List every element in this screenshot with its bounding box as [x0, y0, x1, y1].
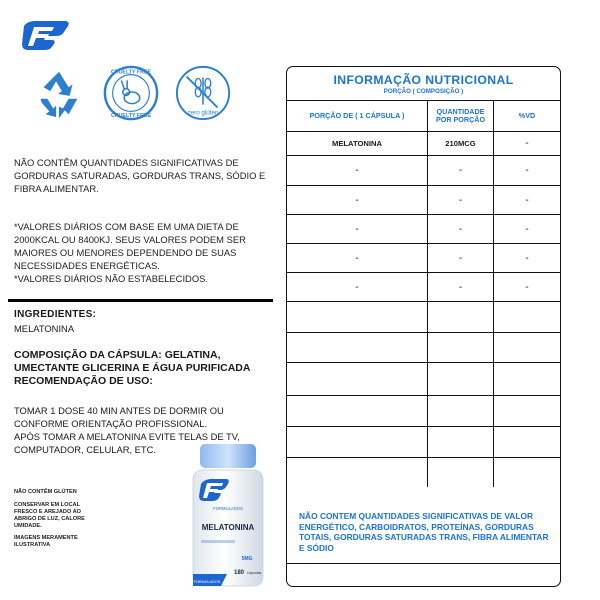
recycle-icon: [30, 64, 88, 122]
table-cell: [494, 396, 560, 426]
table-footer-text: NÃO CONTEM QUANTIDADES SIGNIFICATIVAS DE VALOR ENERGÉTICO, CARBOIDRATOS, PROTEÍNAS, GORDURAS TOTAIS, GORDURAS SATURADAS TRANS, FIBRA ALIMENTAR E SÓDIO: [299, 511, 549, 553]
table-row: [287, 131, 560, 155]
badges-row: [30, 62, 232, 124]
section-divider: [8, 299, 273, 302]
table-row: [287, 185, 560, 214]
bottle-footer-text: FORMULADOS: [193, 580, 221, 584]
table-cell: [428, 458, 494, 487]
table-cell: [428, 363, 494, 395]
table-row: [287, 362, 560, 395]
table-row: [287, 395, 560, 426]
nutrition-table-subtitle: PORÇÃO ( COMPOSIÇÃO ): [383, 88, 464, 95]
table-row: [287, 214, 560, 243]
table-cell: [287, 363, 428, 395]
bottle-brand-text: FORMULADOS: [213, 506, 243, 511]
table-cell: [494, 458, 560, 487]
table-cell: -: [287, 244, 428, 272]
daily-values-note: [14, 220, 274, 285]
table-row: [287, 272, 560, 301]
cruelty-free-icon: [102, 64, 160, 122]
not-established-text: *VALORES DIÁRIOS NÃO ESTABELECIDOS.: [14, 273, 208, 284]
table-cell: -: [428, 156, 494, 185]
product-bottle-image: [187, 440, 269, 590]
table-row: [287, 426, 560, 457]
table-row: [287, 301, 560, 332]
table-cell: -: [287, 186, 428, 214]
cruelty-free-top-text: CRUELTY FREE: [110, 69, 152, 76]
table-cell: [428, 427, 494, 457]
table-cell: -: [287, 215, 428, 243]
gluten-note: NÃO CONTÊM GLÚTEN: [14, 489, 77, 495]
table-cell: [494, 363, 560, 395]
bottle-count-label: Cápsulas: [246, 571, 262, 575]
table-cell: 210MCG: [428, 132, 494, 155]
table-cell: -: [287, 156, 428, 185]
table-footer-box: [287, 563, 560, 587]
usage-line-2: APÓS TOMAR A MELATONINA EVITE TELAS DE TV, COMPUTADOR, CELULAR, ETC.: [14, 431, 240, 455]
table-cell: -: [428, 244, 494, 272]
table-cell: [287, 302, 428, 332]
table-cell: [428, 302, 494, 332]
nutrition-table-title: INFORMAÇÃO NUTRICIONAL: [333, 73, 514, 87]
header-quantity: QUANTIDADE POR PORÇÃO: [428, 101, 494, 131]
bottle-product-text: MELATONINA: [201, 523, 255, 532]
cruelty-free-bottom-text: CRUELTY FREE: [110, 113, 152, 120]
table-row: [287, 243, 560, 272]
table-cell: [287, 396, 428, 426]
table-row: [287, 332, 560, 362]
header-dv: %VD: [518, 111, 536, 120]
bottle-dose-text: 5MG: [241, 556, 253, 562]
table-row: [287, 155, 560, 185]
table-cell: -: [428, 215, 494, 243]
table-cell: [494, 302, 560, 332]
ingredients-title: INGREDIENTES:: [14, 309, 97, 320]
gluten-free-icon: [174, 64, 232, 122]
composition-text: COMPOSIÇÃO DA CÁPSULA: GELATINA, UMECTANTE GLICERINA E ÁGUA PURIFICADA RECOMENDAÇÃO DE USO:: [14, 349, 251, 387]
header-portion: PORÇÃO DE ( 1 CÁPSULA ): [287, 101, 428, 131]
table-cell: [287, 333, 428, 362]
bottle-count-text: 180: [233, 570, 245, 576]
table-cell: -: [428, 273, 494, 301]
table-cell: [494, 427, 560, 457]
table-cell: [287, 427, 428, 457]
table-cell: -: [525, 194, 529, 206]
column-headers: [287, 100, 560, 131]
storage-note: CONSERVAR EM LOCAL FRESCO E AREJADO AO ABRIGO DE LUZ, CALORE UMIDADE.: [14, 502, 85, 529]
nutrition-table: [286, 66, 561, 587]
table-cell: -: [525, 223, 529, 235]
table-cell: [494, 333, 560, 362]
table-cell: [428, 396, 494, 426]
ingredients-value: MELATONINA: [14, 323, 75, 334]
table-cell: -: [287, 273, 428, 301]
nutrition-table-header: [287, 67, 560, 100]
table-cell: -: [428, 186, 494, 214]
table-cell: -: [525, 252, 529, 264]
gluten-free-text: zero glúten: [187, 109, 219, 117]
usage-line-1: TOMAR 1 DOSE 40 MIN ANTES DE DORMIR OU CONFORME ORIENTAÇÃO PROFISSIONAL.: [14, 405, 224, 429]
table-cell: [428, 333, 494, 362]
daily-values-text: *VALORES DIÁRIOS COM BASE EM UMA DIETA DE 2000KCAL OU 8400KJ. SEUS VALORES PODEM SER MAIORES OU MENORES DEPENDENDO DE SUAS NECESSIDADES ENERGÉTICAS.: [14, 221, 246, 271]
images-note: IMAGENS MERAMENTE ILUSTRATIVA: [14, 535, 78, 548]
table-row: [287, 457, 560, 487]
table-cell: -: [525, 138, 529, 149]
table-cell: MELATONINA: [287, 132, 428, 155]
no-significant-note: NÃO CONTÊM QUANTIDADES SIGNIFICATIVAS DE GORDURAS SATURADAS, GORDURAS TRANS, SÓDIO E FIBRA ALIMENTAR.: [14, 157, 266, 194]
brand-logo-icon: [18, 18, 70, 52]
table-cell: [287, 458, 428, 487]
table-cell: -: [525, 281, 529, 293]
table-cell: -: [525, 165, 529, 176]
